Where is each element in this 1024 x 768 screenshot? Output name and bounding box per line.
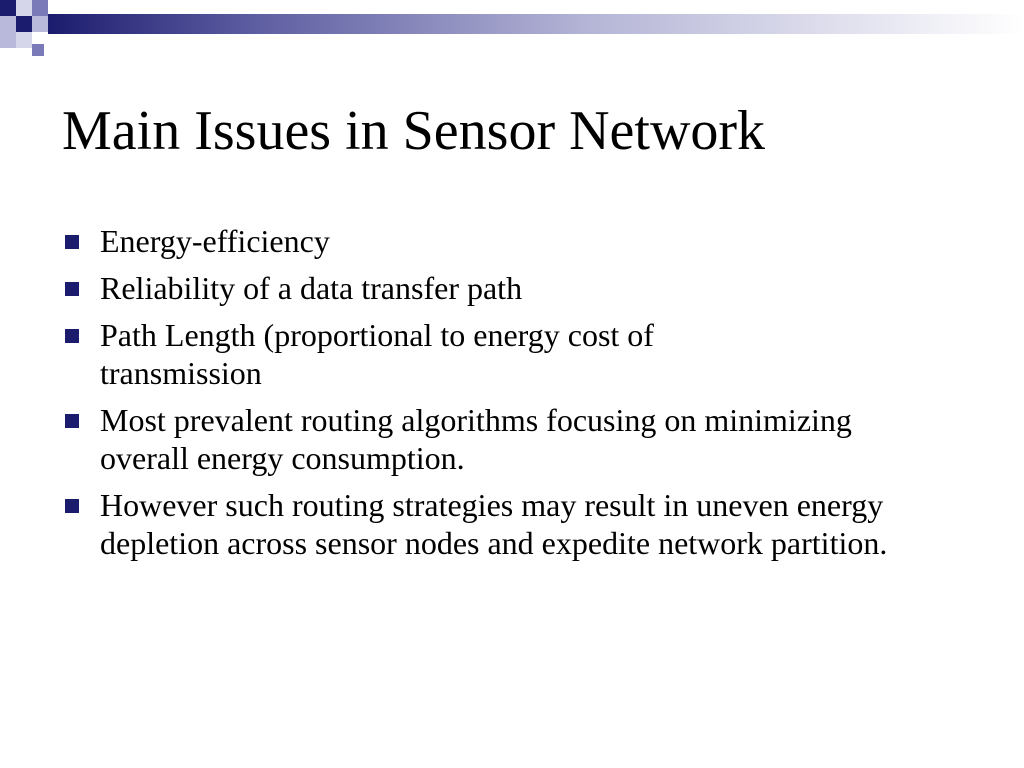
bullet-list xyxy=(62,222,982,571)
square-bullet-icon xyxy=(65,235,79,249)
header-square xyxy=(0,16,16,32)
square-bullet-icon xyxy=(65,282,79,296)
header-square xyxy=(16,0,32,16)
header-square xyxy=(32,44,44,56)
header-square xyxy=(0,32,16,48)
bullet-item xyxy=(62,486,1000,562)
square-bullet-icon xyxy=(65,329,79,343)
bullet-text: Path Length (proportional to energy cost of transmission xyxy=(100,317,654,391)
bullet-item xyxy=(62,316,820,392)
slide-title: Main Issues in Sensor Network xyxy=(62,100,766,162)
header-gradient-bar xyxy=(48,14,1024,34)
bullet-text: Energy-efficiency xyxy=(100,223,330,259)
bullet-item xyxy=(62,222,982,260)
header-square xyxy=(32,0,48,16)
bullet-text: However such routing strategies may result in uneven energy depletion across sensor nodes and expedite network partition. xyxy=(100,487,888,561)
square-bullet-icon xyxy=(65,414,79,428)
header-square xyxy=(0,0,16,16)
header-square xyxy=(32,16,48,32)
bullet-text: Reliability of a data transfer path xyxy=(100,270,523,306)
bullet-text: Most prevalent routing algorithms focusing on minimizing overall energy consumption. xyxy=(100,402,852,476)
header-square xyxy=(16,16,32,32)
header-decoration xyxy=(0,0,1024,64)
header-square xyxy=(16,32,32,48)
bullet-item xyxy=(62,269,982,307)
square-bullet-icon xyxy=(65,499,79,513)
bullet-item xyxy=(62,401,880,477)
